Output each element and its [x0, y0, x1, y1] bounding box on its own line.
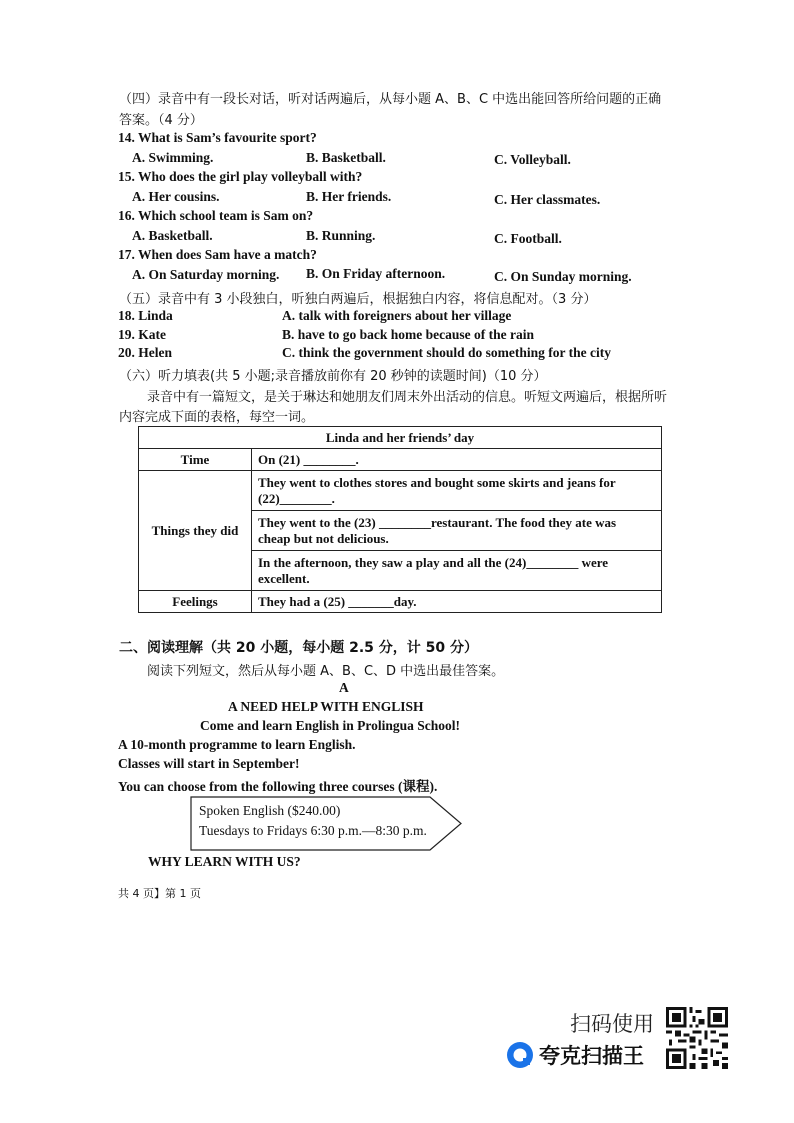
why-heading: WHY LEARN WITH US? — [148, 854, 301, 869]
passage-letter: A — [339, 680, 349, 695]
thing-3-line1: In the afternoon, they saw a play and all the (24)________ were — [258, 554, 609, 570]
match-right-a: A. talk with foreigners about her village — [282, 308, 512, 323]
section6-intro-cont: 内容完成下面的表格，每空一词。 — [119, 410, 315, 425]
thing-2 — [252, 511, 662, 551]
qr-code-icon[interactable] — [666, 1007, 728, 1069]
time-label: Time — [139, 449, 252, 471]
match-left-19: 19. Kate — [118, 327, 166, 342]
section4-heading: （四）录音中有一段长对话，听对话两遍后，从每小题 A、B、C 中选出能回答所给问题的正确 — [119, 92, 662, 107]
brand-icon — [505, 1040, 535, 1070]
match-left-18: 18. Linda — [118, 308, 173, 323]
section6-intro: 录音中有一篇短文，是关于琳达和她朋友们周末外出活动的信息。听短文两遍后，根据所听 — [147, 390, 668, 405]
table-title: Linda and her friends’ day — [139, 427, 662, 449]
thing-3 — [252, 551, 662, 591]
q17-option-c: C. On Sunday morning. — [494, 269, 632, 284]
page-number: 共 4 页】第 1 页 — [118, 887, 201, 900]
q15-option-a: A. Her cousins. — [132, 189, 220, 204]
passage-title: A NEED HELP WITH ENGLISH — [228, 699, 424, 714]
brand-name: 夸克扫描王 — [539, 1044, 644, 1068]
thing-2-line1: They went to the (23) ________restaurant. The food they ate was — [258, 514, 617, 530]
match-right-c: C. think the government should do something for the city — [282, 345, 612, 360]
part2-instruction: 阅读下列短文，然后从每小题 A、B、C、D 中选出最佳答案。 — [147, 664, 505, 679]
thing-1 — [252, 471, 662, 511]
passage-line-2: Classes will start in September! — [118, 756, 300, 771]
course-time: Tuesdays to Fridays 6:30 p.m.—8:30 p.m. — [199, 823, 427, 838]
things-label: Things they did — [139, 471, 252, 591]
q14-option-b: B. Basketball. — [306, 150, 386, 165]
thing-1-line1: They went to clothes stores and bought some skirts and jeans for — [258, 474, 616, 490]
part2-heading: 二、阅读理解（共 20 小题，每小题 2.5 分，计 50 分） — [119, 640, 479, 656]
q14-option-a: A. Swimming. — [132, 150, 214, 165]
course-name: Spoken English ($240.00) — [199, 803, 341, 818]
q14-option-c: C. Volleyball. — [494, 152, 571, 167]
feelings-value: They had a (25) _______day. — [252, 591, 662, 613]
thing-1-line2: (22)________. — [258, 490, 335, 506]
scan-text: 扫码使用 — [570, 1012, 654, 1036]
feelings-label: Feelings — [139, 591, 252, 613]
thing-2-line2: cheap but not delicious. — [258, 530, 389, 546]
match-left-20: 20. Helen — [118, 345, 172, 360]
section4-heading-cont: 答案。（4 分） — [119, 113, 203, 128]
q16-option-a: A. Basketball. — [132, 228, 213, 243]
time-value: On (21) ________. — [252, 449, 662, 471]
section6-heading: （六）听力填表(共 5 小题;录音播放前你有 20 秒钟的读题时间)（10 分） — [119, 369, 547, 384]
listening-table — [138, 426, 662, 613]
q15-option-b: B. Her friends. — [306, 189, 392, 204]
question-17: 17. When does Sam have a match? — [118, 247, 317, 262]
q17-option-b: B. On Friday afternoon. — [306, 266, 446, 281]
brand-logo — [505, 1040, 644, 1070]
passage-subtitle: Come and learn English in Prolingua School! — [200, 718, 461, 733]
q16-option-c: C. Football. — [494, 231, 562, 246]
question-16: 16. Which school team is Sam on? — [118, 208, 314, 223]
q16-option-b: B. Running. — [306, 228, 376, 243]
question-15: 15. Who does the girl play volleyball with? — [118, 169, 363, 184]
thing-3-line2: excellent. — [258, 570, 310, 586]
q17-option-a: A. On Saturday morning. — [132, 267, 280, 282]
question-14: 14. What is Sam’s favourite sport? — [118, 130, 317, 145]
match-right-b: B. have to go back home because of the rain — [282, 327, 534, 342]
passage-line-1: A 10-month programme to learn English. — [118, 737, 356, 752]
section5-heading: （五）录音中有 3 小段独白，听独白两遍后，根据独白内容，将信息配对。（3 分） — [119, 292, 597, 307]
passage-line-3: You can choose from the following three courses (课程). — [118, 779, 438, 794]
q15-option-c: C. Her classmates. — [494, 192, 601, 207]
